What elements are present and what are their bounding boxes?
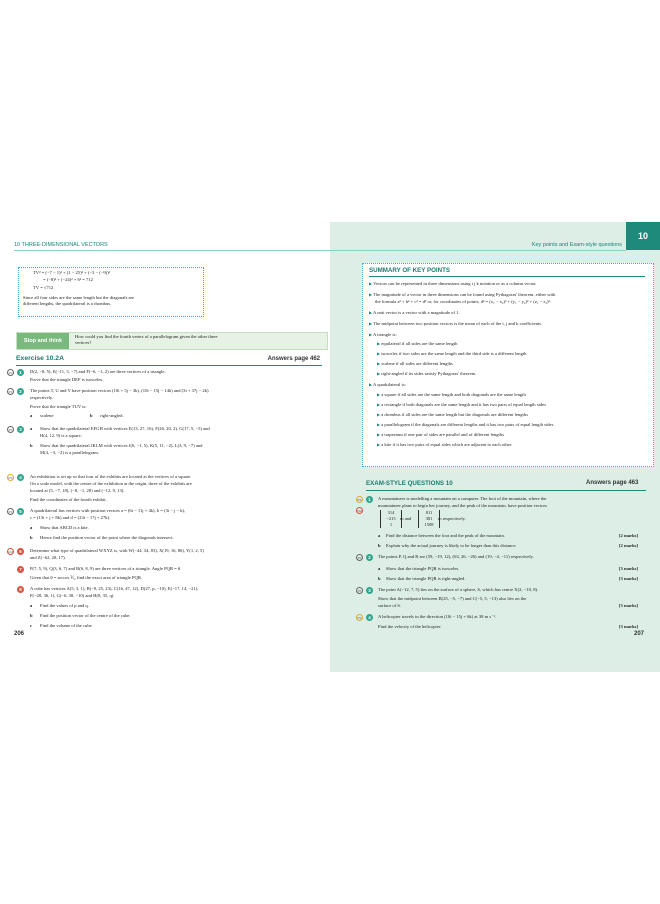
pf-tag-icon: PF <box>8 509 13 514</box>
summary-text: right-angled if its sides satisfy Pythagoras' theorem. <box>381 371 477 376</box>
question-text: On a scale model, with the centre of the exhibition at the origin, three of the exhibits are <box>30 481 192 486</box>
pf-tag-icon: PF <box>8 370 13 375</box>
part-label: b <box>378 543 381 548</box>
summary-text: Vectors can be represented in three dimensions using i j k notation or as a column vector. <box>373 281 537 286</box>
pf-tag-icon: PF <box>8 427 13 432</box>
summary-text: A quadrilateral is: <box>372 382 406 387</box>
part-label: a <box>30 426 33 431</box>
marks: [3 marks] <box>618 566 638 571</box>
exam-title: EXAM-STYLE QUESTIONS 10 <box>366 480 453 487</box>
question-text: Find the volume of the cube. <box>40 623 93 628</box>
question-text: P(7, 5, 9), Q(3, 6, 7) and R(6, 8, 9) are three vertices of a triangle. Angle PQR = θ. <box>30 566 182 571</box>
summary-rule <box>369 276 645 277</box>
vector-entry: 1 <box>389 522 393 527</box>
vector-entry: 381 <box>425 516 433 521</box>
worked-line: TV² = (−7 − 1)² + (1 − 25)² + (−3 − (−9))² <box>33 270 111 275</box>
summary-box <box>362 263 654 467</box>
exam-rule <box>366 490 646 491</box>
question-text: A quadrilateral has vertices with position vectors a = (6i − 11j + 4k), b = (3i − j − k), <box>30 508 186 513</box>
part-label: a <box>30 603 33 608</box>
left-page <box>0 222 330 672</box>
column-vector <box>418 510 440 528</box>
summary-title: SUMMARY OF KEY POINTS <box>369 267 451 274</box>
question-text: Show that the quadrilateral EFGH with vertices E(13, 27, 16), F(26, 20, 2), G(17, 5, −5) and <box>40 426 210 431</box>
cm-tag-icon: CM <box>8 549 13 554</box>
question-text: A helicopter travels in the direction (10i − 15j + 6k) at 38 m s⁻¹. <box>378 614 497 619</box>
marks: [3 marks] <box>618 603 638 608</box>
worked-solution-box <box>18 267 204 317</box>
bullet-icon: ▶ <box>377 442 381 447</box>
question-text: The points P, Q and R are (59, −19, 12), (63, 26, −26) and (19, −4, −11) respectively. <box>378 554 534 559</box>
question-text: located at (5, −7, 18), (−8, −1, 28) and (−12, 9, 13). <box>30 488 125 493</box>
vector-entry: 811 <box>425 510 433 515</box>
question-text: Show that the triangle PQR is isosceles. <box>386 566 460 571</box>
summary-text: The midpoint between two position vectors is the mean of each of the i, j and k coefficients. <box>373 321 543 326</box>
summary-text: a rhombus if all sides are the same length but the diagonals are different lengths <box>381 412 528 417</box>
question-text: c = (13i + j + 8k) and d = (23i − 17j + 27k). <box>30 515 111 520</box>
part-label: a <box>378 533 381 538</box>
header-rule <box>14 250 330 251</box>
bullet-icon: ▶ <box>369 281 373 286</box>
question-text: Hence find the position vector of the point where the diagonals intersect. <box>40 535 174 540</box>
header-rule <box>330 250 626 251</box>
question-text: Find the distance between the foot and the peak of the mountain. <box>386 533 505 538</box>
summary-text: the formula a² + b² + c² = d² or, for coordinates of points, d² = (x₁ − x₂)² + (y₁ − y₂)² + (z₁ − z₂)². <box>375 299 552 304</box>
summary-item <box>369 332 397 338</box>
question-number: 4 <box>366 614 373 621</box>
stop-and-think-box <box>16 332 328 350</box>
summary-text: a kite if it has two pairs of equal sides which are adjacent to each other. <box>381 442 513 447</box>
question-text: Find the coordinates of the fourth exhibit. <box>30 497 107 502</box>
worked-line: = (−8)² + (−24)² + 6² = 712 <box>43 277 93 282</box>
question-text: Find the position vector of the centre of the cube. <box>40 613 131 618</box>
marks: [3 marks] <box>618 576 638 581</box>
vector-entry: −215 <box>386 516 396 521</box>
exercise-rule <box>16 365 322 366</box>
bullet-icon: ▶ <box>377 361 381 366</box>
summary-item <box>369 382 406 388</box>
part-label: a <box>30 525 33 530</box>
summary-subitem <box>377 392 526 398</box>
bullet-icon: ▶ <box>369 321 373 326</box>
pf-tag-icon: PF <box>357 555 362 560</box>
bullet-icon: ▶ <box>369 310 373 315</box>
bullet-icon: ▶ <box>377 341 381 346</box>
question-text: Prove that the triangle TUV is: <box>30 404 87 409</box>
summary-text: isosceles if two sides are the same length and the third side is a different length <box>381 351 527 356</box>
marks: [2 marks] <box>618 543 638 548</box>
question-number: 7 <box>17 566 24 573</box>
question-text: Show that ABCD is a kite. <box>40 525 89 530</box>
question-text: and Z(−62, 20, 17). <box>30 555 66 560</box>
page-number-left: 206 <box>14 631 25 637</box>
summary-subitem <box>377 402 546 408</box>
exam-answers-ref: Answers page 463 <box>586 480 639 486</box>
question-number: 3 <box>366 587 373 594</box>
stop-and-think-label: Stop and think <box>17 333 69 349</box>
question-text: Prove that the triangle DEF is isosceles. <box>30 377 104 382</box>
summary-item <box>369 281 537 287</box>
vector-entry: 1508 <box>424 522 434 527</box>
question-number: 2 <box>17 388 24 395</box>
bullet-icon: ▶ <box>377 392 381 397</box>
part-label: c <box>30 623 33 628</box>
ps-tag-icon: PS <box>357 615 362 620</box>
textbook-spread <box>0 222 660 672</box>
question-text: Find the velocity of the helicopter. <box>378 624 442 629</box>
question-text: An exhibition is set up so that four of the exhibits are located at the vertices of a square. <box>30 474 192 479</box>
part-label: b <box>378 576 381 581</box>
question-text: Show that the quadrilateral JKLM with vertices J(6, −1, 5), K(5, 11, −2), L(3, 9, −7) and <box>40 443 203 448</box>
bullet-icon: ▶ <box>369 292 373 297</box>
part-label: a <box>30 413 33 418</box>
ps-tag-icon: PS <box>8 475 13 480</box>
question-text: mountaineer plans to begin her journey, and the peak of the mountain, have position vectors <box>378 503 547 508</box>
page-number-right: 207 <box>634 631 645 637</box>
bullet-icon: ▶ <box>377 432 381 437</box>
summary-item <box>369 321 542 327</box>
question-text: A mountaineer is modelling a mountain on a computer. The foot of the mountain, where the <box>378 496 547 501</box>
summary-subitem <box>377 341 457 347</box>
summary-text: scalene if all sides are different lengths <box>381 361 453 366</box>
cm-tag-icon: CM <box>357 508 362 513</box>
stop-and-think-text: How could you find the fourth vertex of a parallelogram given the other three <box>75 334 218 339</box>
question-number: 4 <box>17 474 24 481</box>
summary-text: a rectangle if both diagonals are the same length and it has two pairs of equal length sides <box>381 402 546 407</box>
bullet-icon: ▶ <box>377 351 381 356</box>
stop-and-think-text: vertices? <box>75 340 92 345</box>
question-number: 3 <box>17 426 24 433</box>
bullet-icon: ▶ <box>377 412 381 417</box>
summary-item <box>369 292 555 298</box>
question-text: Determine what type of quadrilateral WXYZ is, with W(−44, 34, 83), X(19, 16, 86), Y(1, 2, 5) <box>30 548 204 553</box>
ps-tag-icon: PS <box>357 497 362 502</box>
summary-text: a square if all sides are the same length and both diagonals are the same length <box>381 392 526 397</box>
question-text: H(4, 12, 9) is a square. <box>40 433 82 438</box>
question-number: 1 <box>17 369 24 376</box>
question-text: The points T, U and V have position vectors (10i + 5j − 3k), (10i − 15j − 14k) and (3i + 37j − 2k) <box>30 388 209 393</box>
question-text: A cube has vertices A(5, 3, 1), B(−9, 25, 23), C(16, 47, 12), D(27, p, −10), E(−17, 14, −21), <box>30 586 199 591</box>
summary-subitem <box>377 442 512 448</box>
summary-subitem <box>377 371 476 377</box>
vector-entry: 314 <box>387 510 395 515</box>
left-header: 10 THREE-DIMENSIONAL VECTORS <box>14 242 108 248</box>
vector-unit-text: m respectively. <box>438 516 466 521</box>
question-number: 2 <box>366 554 373 561</box>
question-text: respectively. <box>30 395 54 400</box>
question-text: surface of S. <box>378 603 402 608</box>
question-text: The point A(−12, 7, 5) lies on the surface of a sphere, S, which has centre X(2, −10, 8). <box>378 587 539 592</box>
summary-subitem <box>377 361 453 367</box>
part-label: b <box>30 443 33 448</box>
question-text: Find the values of p and q. <box>40 603 89 608</box>
question-text: Explain why the actual journey is likely to be longer than this distance. <box>386 543 517 548</box>
question-text: D(2, −8, 5), E(−11, 5, −7) and F(−6, −1, 2) are three vertices of a triangle. <box>30 369 166 374</box>
question-number: 1 <box>366 496 373 503</box>
chapter-tab: 10 <box>626 222 660 250</box>
column-vector <box>380 510 402 528</box>
summary-subitem <box>377 432 504 438</box>
summary-subitem <box>377 422 553 428</box>
summary-text: a parallelogram if the diagonals are different lengths and it has two pairs of equal length sides <box>381 422 554 427</box>
summary-text: A unit vector is a vector with a magnitude of 1. <box>372 310 460 315</box>
marks: [3 marks] <box>618 624 638 629</box>
bullet-icon: ▶ <box>377 371 381 376</box>
pf-tag-icon: PF <box>357 588 362 593</box>
exercise-title: Exercise 10.2A <box>16 355 64 362</box>
question-number: 5 <box>17 508 24 515</box>
summary-text: equilateral if all sides are the same length <box>381 341 458 346</box>
summary-subitem <box>377 351 526 357</box>
bullet-icon: ▶ <box>377 422 381 427</box>
part-label: a <box>378 566 381 571</box>
worked-line: TV = √712 <box>33 285 54 290</box>
part-text: right-angled. <box>100 413 124 418</box>
bullet-icon: ▶ <box>369 382 373 387</box>
exercise-answers-ref: Answers page 462 <box>267 356 320 362</box>
summary-subitem <box>377 412 528 418</box>
question-text: Given that θ = arccos ⅟₃, find the exact area of triangle PQR. <box>30 575 143 580</box>
pf-tag-icon: PF <box>8 389 13 394</box>
bullet-icon: ▶ <box>369 332 373 337</box>
summary-text: a trapezium if one pair of sides are parallel and of different lengths <box>381 432 504 437</box>
summary-text: The magnitude of a vector in three dimensions can be found using Pythagoras' theorem, either with <box>373 292 556 297</box>
question-text: M(4, −3, −2) is a parallelogram. <box>40 450 100 455</box>
worked-line: Since all four sides are the same length but the diagonals are <box>23 295 135 300</box>
worked-line: different lengths, the quadrilateral is a rhombus. <box>23 301 112 306</box>
right-header: Key points and Exam-style questions <box>531 242 622 248</box>
part-label: b <box>30 535 33 540</box>
part-label: b <box>30 613 33 618</box>
part-label: b <box>90 413 93 418</box>
bullet-icon: ▶ <box>377 402 381 407</box>
question-text: Show that the triangle PQR is right-angled. <box>386 576 466 581</box>
vector-unit-text: m and <box>400 516 412 521</box>
question-text: Show that the midpoint between B(25, −5, −7) and C(−5, 5, −13) also lies on the <box>378 596 527 601</box>
summary-item <box>369 310 460 316</box>
summary-text: A triangle is: <box>372 332 397 337</box>
marks: [2 marks] <box>618 533 638 538</box>
question-number: 6 <box>17 548 24 555</box>
question-number: 8 <box>17 586 24 593</box>
question-text: F(−28, 36, 1), G(−6, 38, −10) and H(8, 35, q). <box>30 593 115 598</box>
part-text: scalene <box>40 413 54 418</box>
